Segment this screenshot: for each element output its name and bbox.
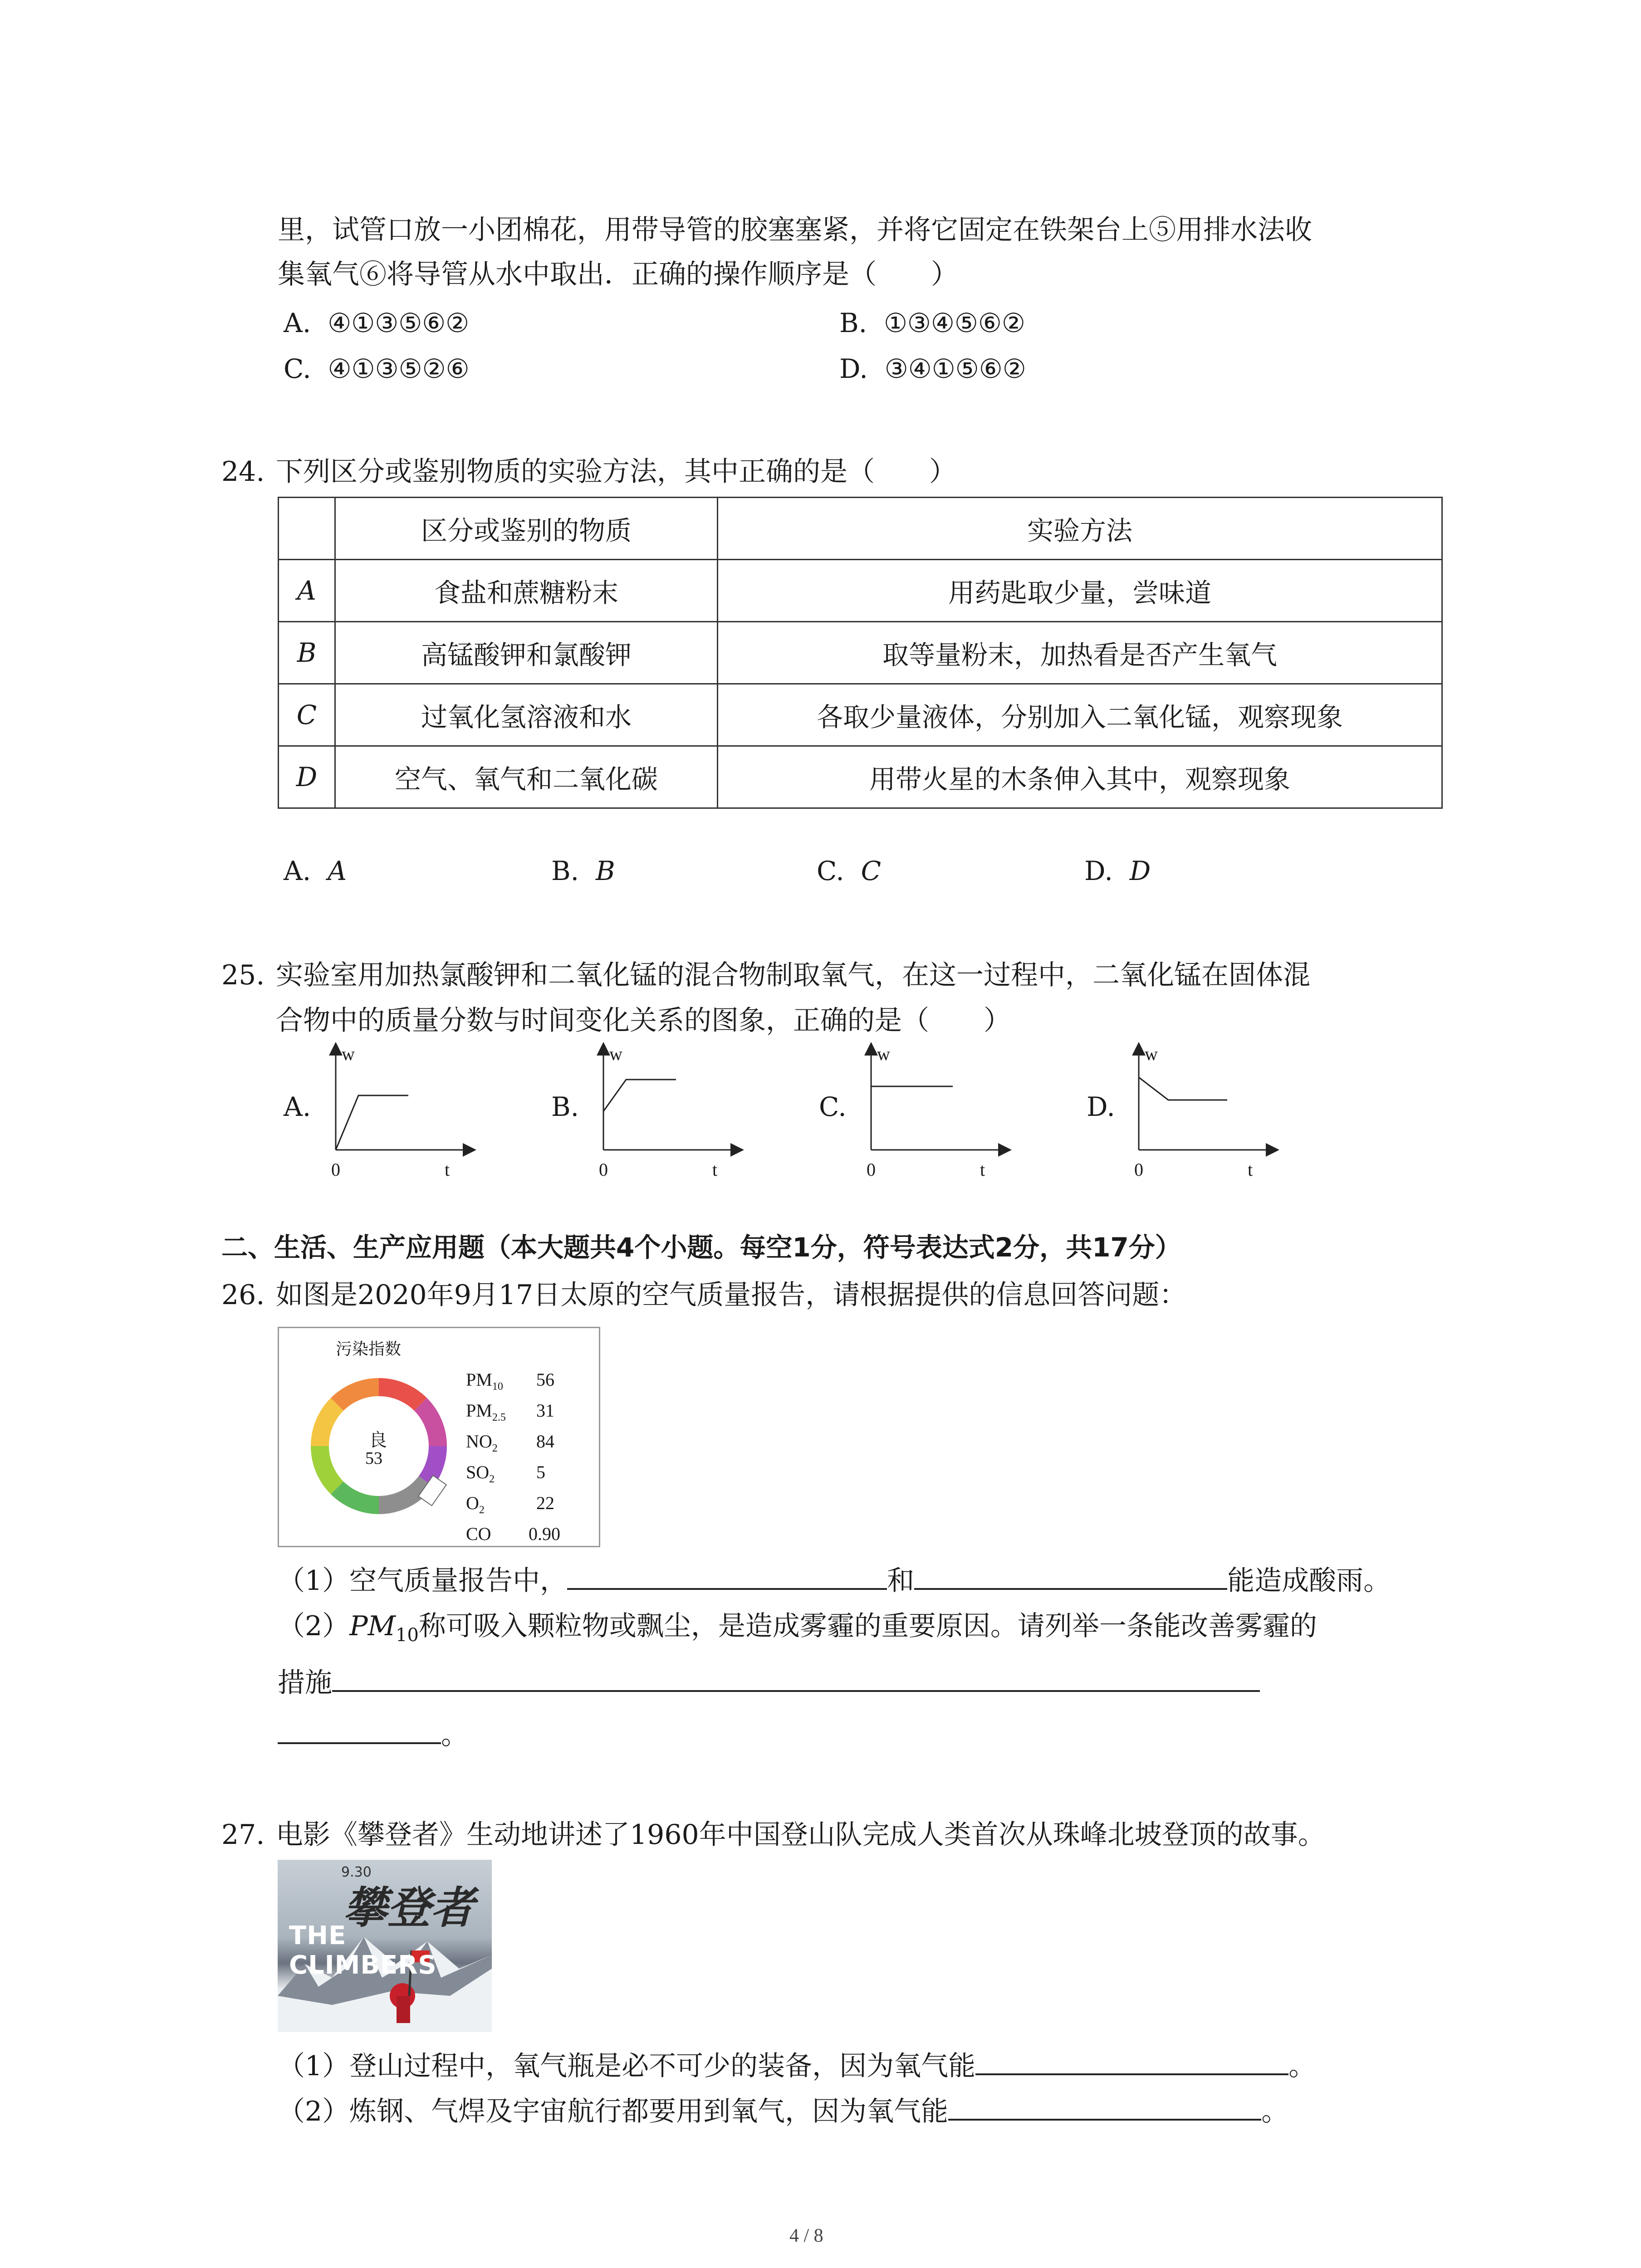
table-row	[279, 746, 1442, 808]
q24-table	[278, 497, 1443, 809]
aqi-value: 53	[365, 1449, 382, 1468]
table-row	[279, 498, 1442, 560]
table-row	[279, 622, 1442, 684]
table-header-cell	[279, 498, 335, 560]
graph-d-origin: 0	[1134, 1159, 1143, 1180]
q23-option-b[interactable]: B. ①③④⑤⑥②	[839, 308, 1025, 338]
q24-option-b[interactable]: B. B	[551, 855, 615, 886]
table-cell: 空气、氧气和二氧化碳	[335, 746, 718, 808]
pollutant-row: $PM_{2.5}$ 31	[466, 1400, 554, 1423]
q25-line1: 25. 实验室用加热氯酸钾和二氧化锰的混合物制取氧气，在这一过程中，二氧化锰在固体混	[221, 959, 1310, 991]
graph-a-x-label: t	[445, 1159, 450, 1180]
graph-a-label[interactable]: A.	[284, 1091, 311, 1122]
table-cell: 过氧化氢溶液和水	[335, 684, 718, 746]
aqi-grade: 良	[369, 1430, 387, 1451]
graph-d-label[interactable]: D.	[1087, 1091, 1115, 1122]
page-number: 4 / 8	[789, 2225, 823, 2246]
q23-option-a[interactable]: A. ④①③⑤⑥②	[284, 308, 470, 338]
answer-blank-5[interactable]	[975, 2048, 1288, 2075]
table-cell: C	[279, 684, 335, 746]
table-header-cell: 区分或鉴别的物质	[335, 498, 718, 560]
pollutant-list	[466, 1369, 593, 1554]
q26-stem: 26. 如图是2020年9月17日太原的空气质量报告，请根据提供的信息回答问题：	[221, 1279, 1187, 1311]
pollutant-row: CO 0.90	[466, 1524, 560, 1544]
q24-option-a[interactable]: A. A	[284, 855, 347, 886]
table-cell: A	[279, 560, 335, 622]
graph-a-origin: 0	[331, 1159, 340, 1180]
graph-b-label[interactable]: B.	[551, 1091, 579, 1122]
q24-option-c[interactable]: C. C	[817, 855, 882, 886]
graph-b-origin: 0	[599, 1159, 608, 1180]
graph-b-x-label: t	[712, 1159, 718, 1180]
answer-blank-2[interactable]	[914, 1563, 1227, 1590]
graph-c-y-label: w	[877, 1044, 890, 1064]
q24-stem: 24. 下列区分或鉴别物质的实验方法，其中正确的是（ ）	[221, 456, 956, 488]
table-row	[279, 560, 1442, 622]
q23-line2: 集氧气⑥将导管从水中取出．正确的操作顺序是（ ）	[278, 259, 958, 290]
pollutant-row: $PM_{10}$ 56	[466, 1369, 554, 1393]
movie-poster	[278, 1860, 492, 2032]
table-cell: 取等量粉末，加热看是否产生氧气	[718, 622, 1442, 684]
q23-line1: 里，试管口放一小团棉花，用带导管的胶塞塞紧，并将它固定在铁架台上⑤用排水法收	[278, 214, 1312, 246]
answer-blank-6[interactable]	[948, 2093, 1261, 2121]
table-cell: 高锰酸钾和氯酸钾	[335, 622, 718, 684]
table-cell: 各取少量液体，分别加入二氧化锰，观察现象	[718, 684, 1442, 746]
table-cell: D	[279, 746, 335, 808]
q23-option-c[interactable]: C. ④①③⑤②⑥	[284, 353, 470, 384]
pollutant-row: $SO_2$ 5	[466, 1462, 545, 1485]
q23-option-d[interactable]: D. ③④①⑤⑥②	[839, 353, 1026, 384]
aqi-figure	[278, 1327, 600, 1547]
q25-line2: 合物中的质量分数与时间变化关系的图象，正确的是（ ）	[276, 1005, 1011, 1036]
section-2-title: 二、生活、生产应用题（本大题共4个小题。每空1分，符号表达式2分，共17分）	[221, 1232, 1181, 1263]
pollutant-row: $NO_2$ 84	[466, 1431, 554, 1454]
q27-sub1: （1）登山过程中，氧气瓶是必不可少的装备，因为氧气能 。	[278, 2048, 1316, 2084]
q25-graphs	[281, 1039, 1443, 1188]
answer-blank-4[interactable]	[278, 1717, 441, 1744]
graph-d-x-label: t	[1248, 1159, 1253, 1180]
q24-option-d[interactable]: D. D	[1084, 855, 1151, 886]
answer-blank-3[interactable]	[332, 1665, 1260, 1692]
graph-c-origin: 0	[867, 1159, 876, 1180]
poster-date: 9.30	[341, 1864, 372, 1880]
poster-title-en: THE CLIMBERS	[289, 1921, 437, 1980]
graph-a-y-label: w	[342, 1044, 355, 1064]
q26-sub2-line2: 措施	[278, 1665, 1260, 1701]
graph-d-y-label: w	[1145, 1044, 1158, 1064]
aqi-title: 污染指数	[336, 1340, 402, 1359]
poster-title-cn: 攀登者	[343, 1882, 474, 1933]
pollutant-row: $O_2$ 22	[466, 1493, 554, 1516]
q27-stem: 27. 电影《攀登者》生动地讲述了1960年中国登山队完成人类首次从珠峰北坡登顶的故事。	[221, 1819, 1325, 1851]
graph-c-label[interactable]: C.	[819, 1091, 847, 1122]
q26-sub2: $(2)PM_{10}$称可吸入颗粒物或飘尘，是造成雾霾的重要原因。请列举一条能改善雾霾的	[278, 1610, 1317, 1646]
table-cell: 用药匙取少量，尝味道	[718, 560, 1442, 622]
answer-blank-1[interactable]	[567, 1563, 887, 1590]
q26-sub2-line3: 。	[278, 1717, 468, 1753]
table-cell: B	[279, 622, 335, 684]
graph-b-y-label: w	[609, 1044, 622, 1064]
table-row	[279, 684, 1442, 746]
q27-sub2: （2）炼钢、气焊及宇宙航行都要用到氧气，因为氧气能 。	[278, 2093, 1288, 2130]
graph-c-x-label: t	[980, 1159, 985, 1180]
q26-sub1: （1）空气质量报告中， 和 能造成酸雨。	[278, 1563, 1391, 1599]
table-cell: 用带火星的木条伸入其中，观察现象	[718, 746, 1442, 808]
table-header-cell: 实验方法	[718, 498, 1442, 560]
table-cell: 食盐和蔗糖粉末	[335, 560, 718, 622]
